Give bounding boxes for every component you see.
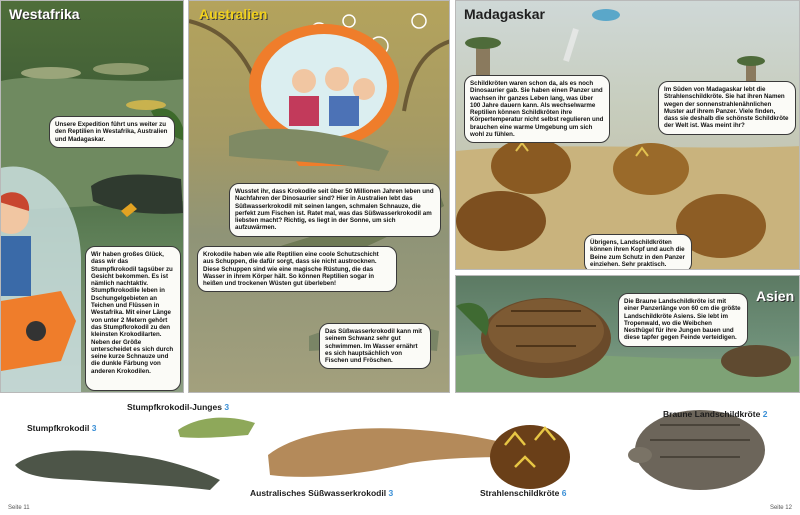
caption-name: Stumpfkrokodil (27, 423, 90, 433)
panel-australien (188, 0, 450, 393)
speech-bubble-aus-2: Krokodile haben wie alle Reptilien eine coole Schutzschicht aus Schuppen, die dafür sorgt, dass sie nicht austrocknen. Diese Schuppen sind wie eine magische Rüstung, die das Wasser in ihrem Körper hält. So können Reptilien sogar in heißen und trockenen Wüsten gut überleben! (197, 246, 397, 292)
speech-bubble-asia-1: Die Braune Landschildkröte ist mit einer Panzerlänge von 60 cm die größte Landschildkröte Asiens. Sie lebt im Tropenwald, wo die Weibchen Nesthügel für ihre Jungen bauen und diese tapfer gegen Feinde verteidigen. (618, 293, 748, 347)
caption-name: Stumpfkrokodil-Junges (127, 402, 222, 412)
speech-bubble-mad-3: Übrigens, Landschildkröten können ihren Kopf und auch die Beine zum Schutz in den Panzer einziehen. Sehr praktisch. (584, 234, 692, 270)
page-number-right: Seite 12 (769, 505, 792, 511)
caption-name: Strahlenschildkröte (480, 488, 560, 498)
caption-number: 6 (561, 488, 567, 498)
caption-number: 2 (762, 409, 768, 419)
region-title-madagaskar: Madagaskar (464, 6, 545, 22)
speech-bubble-west-intro: Unsere Expedition führt uns weiter zu den Reptilien in Westafrika, Australien und Madagaskar. (49, 116, 175, 148)
region-title-australien: Australien (199, 6, 268, 22)
caption-number: 3 (91, 423, 97, 433)
caption-stumpfkrokodil-junges (127, 402, 229, 412)
region-title-westafrika: Westafrika (9, 6, 80, 22)
speech-bubble-aus-1: Wusstet ihr, dass Krokodile seit über 50 Millionen Jahren leben und Nachfahren der Dinosaurier sind? Hier in Australien lebt das Süßwasserkrokodil mit seinen langen, schmalen Schnauze, die perfekt zum Fischen ist. Ratet mal, was das Süßwasserkrokodil am liebsten macht? Richtig, es liegt in der Sonne, um sich aufzuwärmen. (229, 183, 441, 237)
speech-bubble-mad-2: Im Süden von Madagaskar lebt die Strahlenschildkröte. Sie hat ihren Namen wegen der sonnenstrahlenähnlichen Muster auf ihrem Panzer. Viele finden, dass sie deshalb die schönste Schildkröte der Welt ist. Was meint ihr? (658, 81, 796, 135)
caption-number: 3 (224, 402, 230, 412)
caption-number: 3 (388, 488, 394, 498)
caption-name: Braune Landschildkröte (663, 409, 761, 419)
panel-westafrika (0, 0, 184, 393)
caption-stumpfkrokodil (27, 423, 96, 433)
page-number-left: Seite 11 (8, 505, 30, 511)
speech-bubble-mad-1: Schildkröten waren schon da, als es noch Dinosaurier gab. Sie haben einen Panzer und wachsen ihr ganzes Leben lang, was über 100 Jahre dauern kann. Als wechselwarme Reptilien können Schildkröten ihre Körpertemperatur nicht selbst regulieren und brauchen eine warme Umgebung um sich wohl zu fühlen. (464, 75, 610, 143)
speech-bubble-west-main: Wir haben großes Glück, dass wir das Stumpfkrokodil tagsüber zu Gesicht bekommen. Es ist nämlich nachtaktiv. Stumpfkrokodile leben in Dschungelgebieten an Teichen und Flüssen in Westafrika. Mit einer Länge von unter 2 Metern gehört das Stumpfkrokodil zu den kleinsten Krokodilarten. Neben der Größe unterscheidet es sich durch seine kurze Schnauze und die dunkle Färbung von anderen Krokodilen. (85, 246, 181, 391)
caption-braune-landschildkroete (663, 409, 767, 419)
speech-bubble-aus-3: Das Süßwasserkrokodil kann mit seinem Schwanz sehr gut schwimmen. Im Wasser ernährt es sich hauptsächlich von Fischen und Fröschen. (319, 323, 431, 369)
region-title-asien: Asien (756, 288, 795, 304)
caption-name: Australisches Süßwasserkrokodil (250, 488, 387, 498)
panel-madagaskar (455, 0, 800, 270)
caption-australisches-suesswasserkrokodil (250, 488, 393, 498)
panel-asien (455, 275, 800, 393)
caption-strahlenschildkroete (480, 488, 566, 498)
